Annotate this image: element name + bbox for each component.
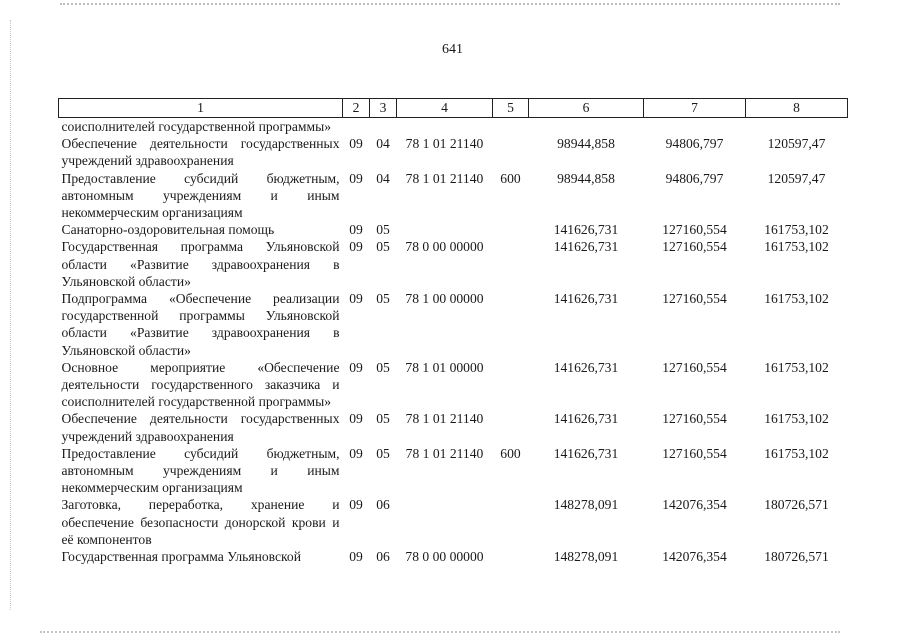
table-header-row [59,99,848,118]
row-target-article: 78 1 01 00000 [405,359,484,375]
row-target-article: 78 1 01 21140 [405,445,484,461]
column-header: 2 [343,99,370,118]
table-body [59,118,848,566]
row-amount-year-1: 98944,858 [557,136,615,152]
row-amount-year-3: 180726,571 [764,549,829,565]
row-amount-year-2: 127160,554 [662,445,727,461]
row-section-code: 09 [349,445,363,461]
row-amount-year-1: 141626,731 [553,239,619,255]
table-row [59,445,848,497]
row-amount-year-1: 141626,731 [553,359,619,375]
scan-edge-left [10,20,13,610]
table-row [59,221,848,238]
row-name: Подпрограмма «Обеспечение реализации государственной программы Ульяновской области «Развитие здравоохранения в Ульяновской области» [61,291,340,358]
row-amount-year-2: 142076,354 [662,549,727,565]
row-name: Предоставление субсидий бюджетным, автономным учреждениям и иным некоммерческим организациям [61,170,340,221]
row-name: Государственная программа Ульяновской [61,549,301,565]
row-amount-year-3: 161753,102 [764,359,829,375]
row-subsection-code: 05 [376,291,390,307]
row-expense-type [493,359,529,411]
column-header: 8 [746,99,848,118]
row-subsection-code: 06 [376,497,390,513]
row-name: Предоставление субсидий бюджетным, автономным учреждениям и иным некоммерческим организациям [61,445,340,496]
row-amount-year-1: 141626,731 [553,411,619,427]
row-subsection-code: 05 [376,222,390,238]
table-row [59,359,848,411]
row-section-code: 09 [349,136,363,152]
row-target-article: 78 1 00 00000 [405,291,484,307]
row-expense-type [493,238,529,290]
row-amount-year-3: 120597,47 [767,170,826,186]
column-header: 3 [370,99,397,118]
scan-edge-bottom [40,631,840,636]
column-header: 4 [397,99,493,118]
row-expense-type: 600 [500,445,521,461]
row-section-code: 09 [349,291,363,307]
row-amount-year-3: 161753,102 [764,445,829,461]
table-row [59,135,848,169]
row-expense-type [493,290,529,359]
row-amount-year-3: 161753,102 [764,239,829,255]
row-amount-year-1: 148278,091 [553,497,619,513]
row-name: Государственная программа Ульяновской области «Развитие здравоохранения в Ульяновской области» [61,239,340,289]
row-amount-year-2: 142076,354 [662,497,727,513]
row-expense-type [493,548,529,565]
table-row [59,170,848,222]
row-amount-year-3: 161753,102 [764,291,829,307]
row-amount-year-2: 94806,797 [665,170,724,186]
row-amount-year-2 [644,118,746,136]
row-expense-type [493,496,529,548]
row-amount-year-2: 94806,797 [665,136,724,152]
row-amount-year-1: 141626,731 [553,222,619,238]
row-name: Заготовка, переработка, хранение и обеспечение безопасности донорской крови и её компонентов [61,497,340,547]
row-expense-type [493,118,529,136]
row-target-article: 78 1 01 21140 [405,411,484,427]
row-target-article: 78 1 01 21140 [405,170,484,186]
row-subsection-code: 05 [376,359,390,375]
row-name: Санаторно-оздоровительная помощь [61,222,275,238]
row-target-article: 78 0 00 00000 [405,239,484,255]
row-section-code: 09 [349,549,363,565]
row-amount-year-1: 141626,731 [553,445,619,461]
row-amount-year-3: 120597,47 [767,136,826,152]
row-name: Обеспечение деятельности государственных учреждений здравоохранения [61,411,340,444]
table-row [59,290,848,359]
row-section-code: 09 [349,411,363,427]
row-amount-year-2: 127160,554 [662,239,727,255]
scan-edge-top [60,3,840,8]
row-amount-year-3: 161753,102 [764,411,829,427]
row-subsection-code: 06 [376,549,390,565]
row-amount-year-1: 98944,858 [557,170,615,186]
row-section-code [343,118,370,136]
row-subsection-code: 05 [376,239,390,255]
row-name: соисполнителей государственной программы» [61,119,332,134]
row-amount-year-3 [746,118,848,136]
row-expense-type [493,410,529,444]
column-header: 1 [59,99,343,118]
row-amount-year-3: 180726,571 [764,497,829,513]
row-amount-year-2: 127160,554 [662,359,727,375]
column-header: 7 [644,99,746,118]
row-expense-type [493,135,529,169]
row-subsection-code: 05 [376,411,390,427]
row-amount-year-1: 141626,731 [553,291,619,307]
row-name: Основное мероприятие «Обеспечение деятельности государственного заказчика и соисполнителей государственной программы» [61,359,340,410]
row-subsection-code: 04 [376,136,390,152]
row-subsection-code [370,118,397,136]
row-section-code: 09 [349,359,363,375]
row-amount-year-2: 127160,554 [662,411,727,427]
column-header: 5 [493,99,529,118]
table-row [59,118,848,136]
row-amount-year-1 [529,118,644,136]
row-target-article: 78 1 01 21140 [405,136,484,152]
row-amount-year-3: 161753,102 [764,222,829,238]
row-section-code: 09 [349,170,363,186]
row-expense-type: 600 [500,170,521,186]
budget-table [58,98,848,565]
table-row [59,238,848,290]
row-amount-year-2: 127160,554 [662,222,727,238]
row-section-code: 09 [349,497,363,513]
row-amount-year-1: 148278,091 [553,549,619,565]
row-amount-year-2: 127160,554 [662,291,727,307]
row-target-article [397,496,493,548]
row-expense-type [493,221,529,238]
row-section-code: 09 [349,222,363,238]
table-row [59,496,848,548]
row-target-article [397,221,493,238]
row-subsection-code: 05 [376,445,390,461]
row-name: Обеспечение деятельности государственных учреждений здравоохранения [61,136,340,169]
table-row [59,410,848,444]
page-number: 641 [442,42,463,57]
table-row [59,548,848,565]
row-subsection-code: 04 [376,170,390,186]
row-section-code: 09 [349,239,363,255]
row-target-article: 78 0 00 00000 [405,549,484,565]
column-header: 6 [529,99,644,118]
row-target-article [397,118,493,136]
